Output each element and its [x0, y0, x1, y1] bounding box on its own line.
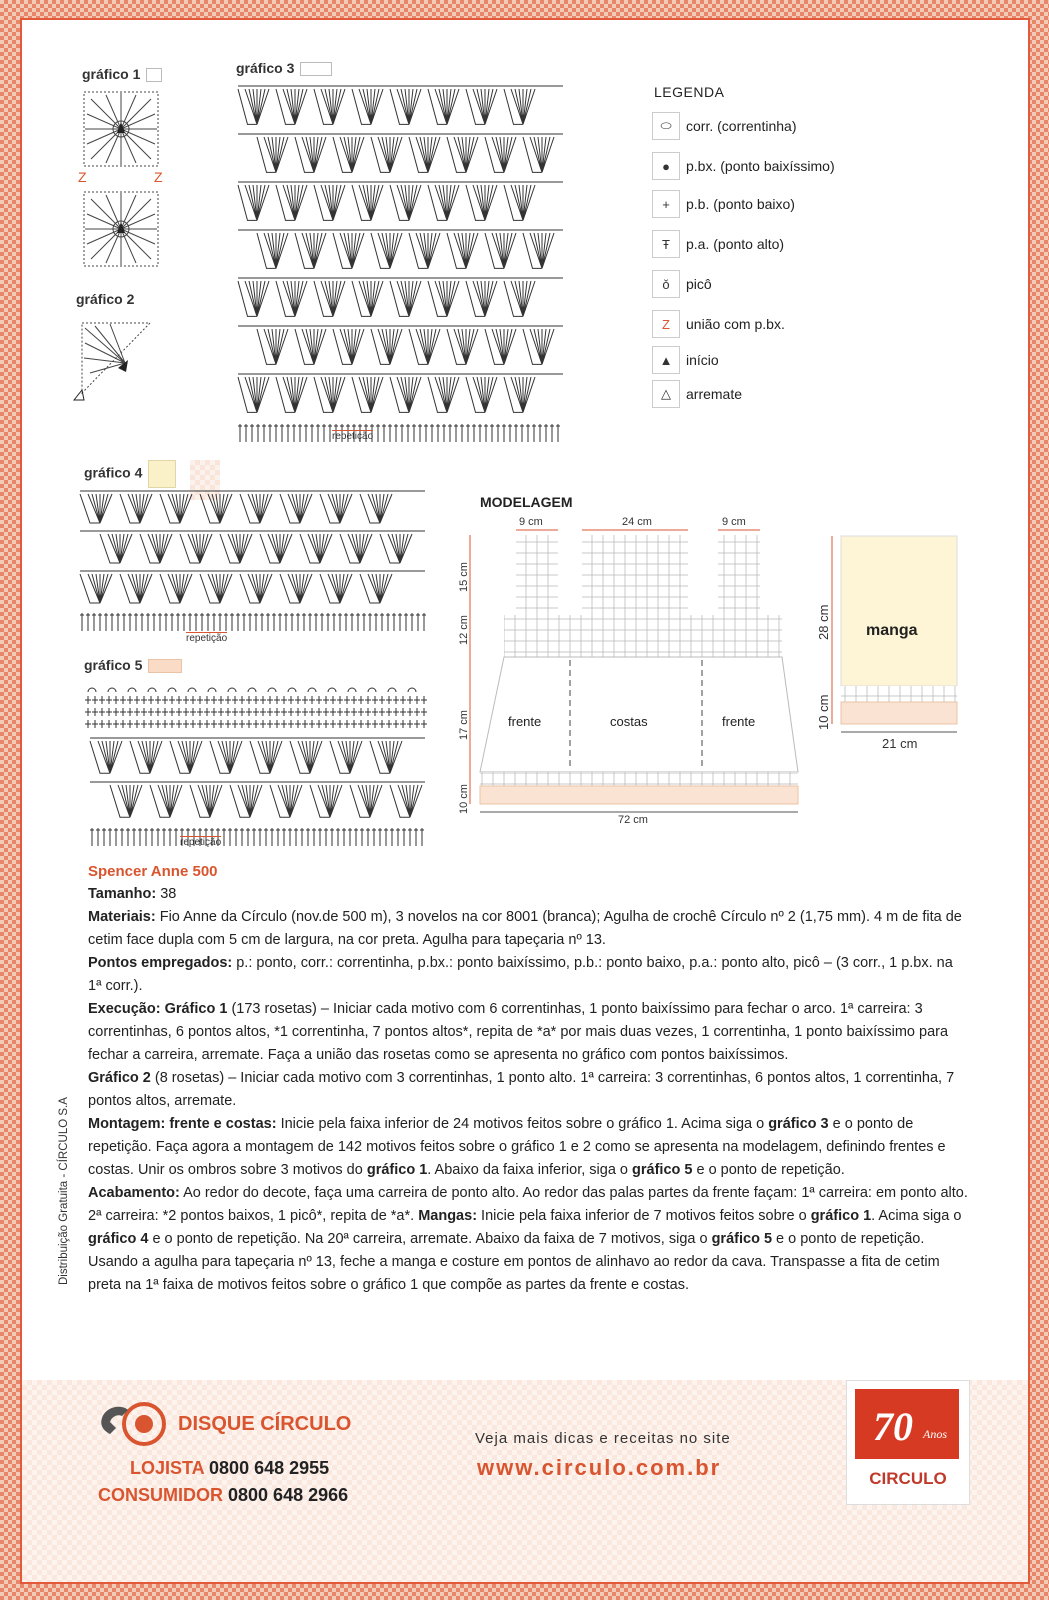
legend-symbol-icon: ǒ [652, 270, 680, 298]
dim-manga-28: 28 cm [816, 604, 831, 640]
legend-text: arremate [686, 386, 743, 402]
chart-5-diagram [80, 680, 440, 845]
legend-item [652, 346, 719, 374]
phone-icon [98, 1400, 170, 1448]
svg-text:Z: Z [154, 169, 163, 185]
dim-top-left: 9 cm [519, 516, 543, 528]
chart-3-repeat-label: repetição [332, 431, 374, 442]
chart-3-label: gráfico 3 [236, 60, 332, 76]
consumidor-phone: CONSUMIDOR 0800 648 2966 [98, 1485, 349, 1505]
legend-symbol-icon: ▲ [652, 346, 680, 374]
chart-4-label: gráfico 4 [84, 460, 176, 488]
chart-4-repeat-label: repetição [186, 633, 228, 644]
chart-2-label: gráfico 2 [76, 291, 135, 307]
dim-manga-21: 21 cm [882, 736, 918, 751]
chart-5-label: gráfico 5 [84, 657, 182, 673]
chart-2-diagram [70, 318, 160, 408]
chart-stitches [80, 491, 426, 631]
dim-17: 17 cm [458, 710, 470, 740]
materials-paragraph: Materiais: Fio Anne da Círculo (nov.de 500 m), 3 novelos na cor 8001 (branca); Agulha de crochê Círculo nº 2 (1,75 mm). 4 m de fita de cetim face dupla com 5 cm de largura, na cor preta. Agulha para tapeçaria nº 13. [88, 909, 962, 948]
svg-text:Z: Z [78, 169, 87, 185]
chart-1-diagram [80, 88, 170, 278]
chart-1-label: gráfico 1 [82, 66, 162, 82]
legend-symbol-icon: Ŧ [652, 230, 680, 258]
logo-name: CIRCULO [869, 1469, 947, 1488]
instructions [88, 860, 970, 1297]
manga-label: manga [866, 622, 918, 639]
lojista-phone: LOJISTA 0800 648 2955 [130, 1458, 330, 1478]
legend-text: p.bx. (ponto baixíssimo) [686, 158, 835, 174]
dim-top-right: 9 cm [722, 516, 746, 528]
chart-5-repeat-label: repetição [180, 837, 222, 848]
assembly-paragraph: Montagem: frente e costas: Inicie pela faixa inferior de 24 motivos feitos sobre o gráfico 1. Acima siga o gráfico 3 e o ponto de repetição. Faça agora a montagem de 142 motivos feitos sobre o gráfico 1 e 2 como se apresenta na modelagem, definindo frentes e costas. Unir os ombros sobre 3 motivos do gráfico 1. Abaixo da faixa inferior, siga o gráfico 5 e o ponto de repetição. [88, 1116, 946, 1178]
logo-70-text: 70 [873, 1404, 913, 1449]
chart-4-diagram [70, 485, 440, 640]
legend-symbol-icon: ● [652, 152, 680, 180]
legend-symbol-icon: △ [652, 380, 680, 408]
dim-12: 12 cm [458, 615, 470, 645]
chart-stitches [238, 86, 563, 442]
legend-text: união com p.bx. [686, 316, 785, 332]
circulo-logo [846, 1380, 970, 1505]
disque-circulo: DISQUE CÍRCULO [178, 1413, 352, 1435]
execution-paragraph: Execução: Gráfico 1 (173 rosetas) – Iniciar cada motivo com 6 correntinhas, 1 ponto baixíssimo para fechar o arco. 1ª carreira: 3 correntinhas, 6 pontos altos, *1 correntinha, 7 pontos altos*, repita de *a* por mais duas vezes, 1 correntinha, 1 ponto baixíssimo para fechar a carreira, arremate. Faça a união das rosetas como se apresenta no gráfico com pontos baixíssimos. [88, 1001, 949, 1063]
legend-item [652, 230, 784, 258]
dim-bottom: 72 cm [618, 814, 648, 826]
panel-frente-right: frente [722, 714, 756, 729]
stitches-paragraph: Pontos empregados: p.: ponto, corr.: correntinha, p.bx.: ponto baixíssimo, p.b.: ponto baixo, p.a.: ponto alto, picô – (3 corr., 1 p.bx. na 1ª corr.). [88, 955, 953, 994]
finishing-paragraph: Acabamento: Ao redor do decote, faça uma carreira de ponto alto. Ao redor das palas partes da frente façam: 1ª carreira: em ponto alto. 2ª carreira: *2 pontos baixos, 1 picô*, repita de *a*. Mangas: Inicie pela faixa inferior de 7 motivos feitos sobre o gráfico 1. Acima siga o gráfico 4 e o ponto de repetição. Na 20ª carreira, arremate. Abaixo da faixa de 7 motivos, siga o gráfico 5 e o ponto de repetição. Usando a agulha para tapeçaria nº 13, feche a manga e costure em pontos de alinhavo ao redor da cava. Transpasse a fita de cetim preta na 1ª faixa de motivos feitos sobre o gráfico 1 que compõe as partes da frente e costas. [88, 1185, 968, 1293]
dim-15: 15 cm [458, 562, 470, 592]
legend-item [652, 270, 712, 298]
legend-symbol-icon: ⬭ [652, 112, 680, 140]
modelagem-title: MODELAGEM [480, 494, 573, 510]
chart-3-diagram [228, 80, 578, 445]
legend-text: picô [686, 276, 712, 292]
modelagem-diagram [460, 520, 980, 830]
chart2-paragraph: Gráfico 2 (8 rosetas) – Iniciar cada motivo com 3 correntinhas, 1 ponto alto. 1ª carreira: 3 correntinhas, 6 pontos altos, 1 correntinha, 7 pontos altos, arremate. [88, 1070, 955, 1109]
panel-frente-left: frente [508, 714, 542, 729]
legend-item [652, 112, 796, 140]
dim-10: 10 cm [458, 784, 470, 814]
logo-anos-text: Anos [923, 1427, 947, 1441]
logo-70-badge [855, 1389, 959, 1459]
legend-symbol-icon: + [652, 190, 680, 218]
pattern-title: Spencer Anne 500 [88, 863, 218, 880]
website-link[interactable]: www.circulo.com.br [477, 1455, 722, 1480]
legend-item [652, 152, 835, 180]
legend-text: corr. (correntinha) [686, 118, 797, 134]
size-paragraph: Tamanho: 38 [88, 886, 177, 902]
legend-text: p.b. (ponto baixo) [686, 196, 795, 212]
dim-top-center: 24 cm [622, 516, 652, 528]
chart-stitches [85, 688, 427, 846]
legend-symbol-icon: Z [652, 310, 680, 338]
dim-manga-10: 10 cm [816, 694, 831, 730]
legend-item [652, 190, 795, 218]
legend-item [652, 380, 742, 408]
legend-title: LEGENDA [654, 84, 725, 100]
legend-text: início [686, 352, 719, 368]
veja-text: Veja mais dicas e receitas no site [475, 1430, 731, 1447]
legend-text: p.a. (ponto alto) [686, 236, 785, 252]
side-distribution-text: Distribuição Gratuita - CÍRCULO S.A [58, 1097, 70, 1285]
legend-item [652, 310, 785, 338]
panel-costas: costas [610, 714, 648, 729]
